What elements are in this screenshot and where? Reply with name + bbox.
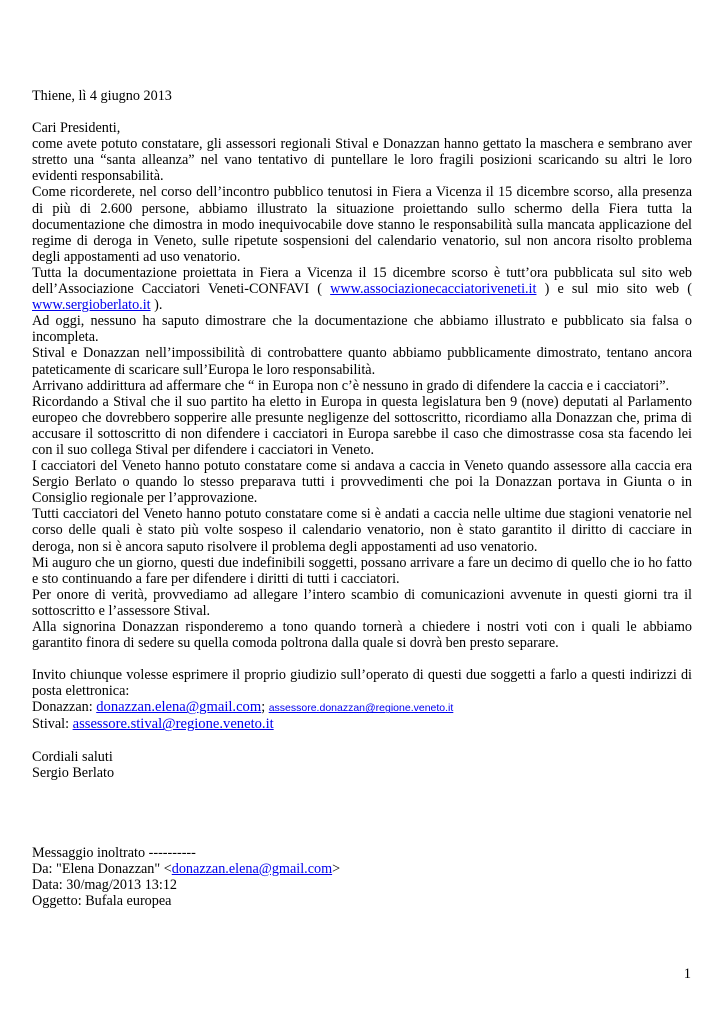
stival-contact: [32, 716, 692, 732]
forward-from-email-link[interactable]: donazzan.elena@gmail.com: [171, 860, 333, 877]
donazzan-contact: [32, 699, 692, 716]
date-line: Thiene, lì 4 giugno 2013: [32, 88, 172, 104]
invite-paragraph: Invito chiunque volesse esprimere il proprio giudizio sull’operato di questi due soggetti a farlo a questi indirizzi di posta elettronica:: [32, 667, 692, 700]
forward-from: [32, 861, 692, 877]
stival-email-link[interactable]: assessore.stival@regione.veneto.it: [72, 716, 274, 733]
closing: Cordiali saluti: [32, 748, 113, 765]
forward-header: Messaggio inoltrato ----------: [32, 844, 196, 861]
paragraph-3-text-a: Tutta la documentazione proiettata in Fiera a Vicenza il 15 dicembre scorso è tutt’ora pubblicata sul sito web dell’Associazione Cacciatori Veneti-CONFAVI (: [32, 264, 692, 298]
donazzan-assessore-email-link[interactable]: assessore.donazzan@regione.veneto.it: [268, 702, 454, 715]
paragraph-3-text-c: ).: [150, 297, 163, 314]
paragraph-8: I cacciatori del Veneto hanno potuto constatare come si andava a caccia in Veneto quando assessore alla caccia era Sergio Berlato o quando lo stesso preparava tutti i provvedimenti che poi la Donazzan portava in Giunta o in Consiglio regionale per l’approvazione.: [32, 458, 692, 507]
paragraph-9: Tutti cacciatori del Veneto hanno potuto constatare come si è andati a caccia nelle ultime due stagioni venatorie nel corso delle quali è stato più volte sospeso il calendario venatorio, non è stato garantito il diritto di cacciare in deroga, non si è ancora saputo risolvere il problema degli appostamenti ad uso venatorio.: [32, 506, 692, 555]
signature: Sergio Berlato: [32, 764, 115, 781]
salutation: Cari Presidenti,: [32, 120, 121, 137]
link-sergioberlato[interactable]: www.sergioberlato.it: [32, 297, 151, 314]
paragraph-11: Per onore di verità, provvediamo ad allegare l’intero scambio di comunicazioni avvenute in questi giorni tra il sottoscritto e l’assessore Stival.: [32, 586, 692, 619]
paragraph-5: Stival e Donazzan nell’impossibilità di controbattere quanto abbiamo pubblicamente dimostrato, tentano ancora pateticamente di scaricare sull’Europa le loro responsabilità.: [32, 345, 692, 378]
letter-body: [32, 88, 692, 909]
donazzan-label: Donazzan:: [32, 699, 97, 716]
link-associazione[interactable]: www.associazionecacciatoriveneti.it: [330, 281, 537, 298]
forward-date: Data: 30/mag/2013 13:12: [32, 876, 178, 893]
forward-subject: Oggetto: Bufala europea: [32, 893, 172, 910]
forward-from-close: >: [332, 860, 341, 877]
donazzan-email-link[interactable]: donazzan.elena@gmail.com: [96, 699, 262, 716]
paragraph-6: Arrivano addirittura ad affermare che “ in Europa non c’è nessuno in grado di difendere la caccia e i cacciatori”.: [32, 377, 670, 394]
paragraph-10: Mi auguro che un giorno, questi due indefinibili soggetti, possano arrivare a fare un decimo di quello che io ho fatto e sto continuando a fare per difendere i diritti di tutti i cacciatori.: [32, 554, 692, 587]
paragraph-1: come avete potuto constatare, gli assessori regionali Stival e Donazzan hanno gettato la maschera e sembrano aver stretto una “santa alleanza” nel vano tentativo di puntellare le loro fragili posizioni scaricando su altri le loro evidenti responsabilità.: [32, 136, 692, 185]
paragraph-3-text-b: ) e sul mio sito web (: [536, 281, 692, 298]
paragraph-4: Ad oggi, nessuno ha saputo dimostrare che la documentazione che abbiamo illustrato e pubblicato sia falsa o incompleta.: [32, 313, 692, 346]
paragraph-12: Alla signorina Donazzan risponderemo a tono quando tornerà a chiedere i nostri voti con i quali le abbiamo garantito finora di sedere su quella comoda poltrona dalla quale si dovrà ben presto separare.: [32, 619, 692, 652]
paragraph-2: Come ricorderete, nel corso dell’incontro pubblico tenutosi in Fiera a Vicenza il 15 dicembre scorso, alla presenza di più di 2.600 persone, abbiamo illustrato la situazione proiettando sullo schermo della Fiera tutta la documentazione che dimostra in modo inequivocabile dove stanno le responsabilità sulla mancata applicazione del regime di deroga in Veneto, sulle ripetute sospensioni del calendario venatorio, sul non ancora risolto problema degli appostamenti ad uso venatorio.: [32, 184, 692, 265]
forward-from-label: Da: "Elena Donazzan" <: [32, 860, 172, 877]
page-number: 1: [683, 966, 691, 982]
stival-label: Stival:: [32, 716, 73, 733]
paragraph-7: Ricordando a Stival che il suo partito ha eletto in Europa in questa legislatura ben 9 (nove) deputati al Parlamento europeo che dovrebbero sopperire alle presunte negligenze del sottoscritto, ricordiamo alla Donazzan che, prima di accusare il sottoscritto di non difendere i cacciatori in Europa sarebbe il caso che dimostrasse cosa sta facendo lei con il suo collega Stival per difendere i cacciatori in Veneto.: [32, 393, 692, 458]
paragraph-3: [32, 265, 692, 313]
email-separator: ;: [261, 699, 269, 716]
